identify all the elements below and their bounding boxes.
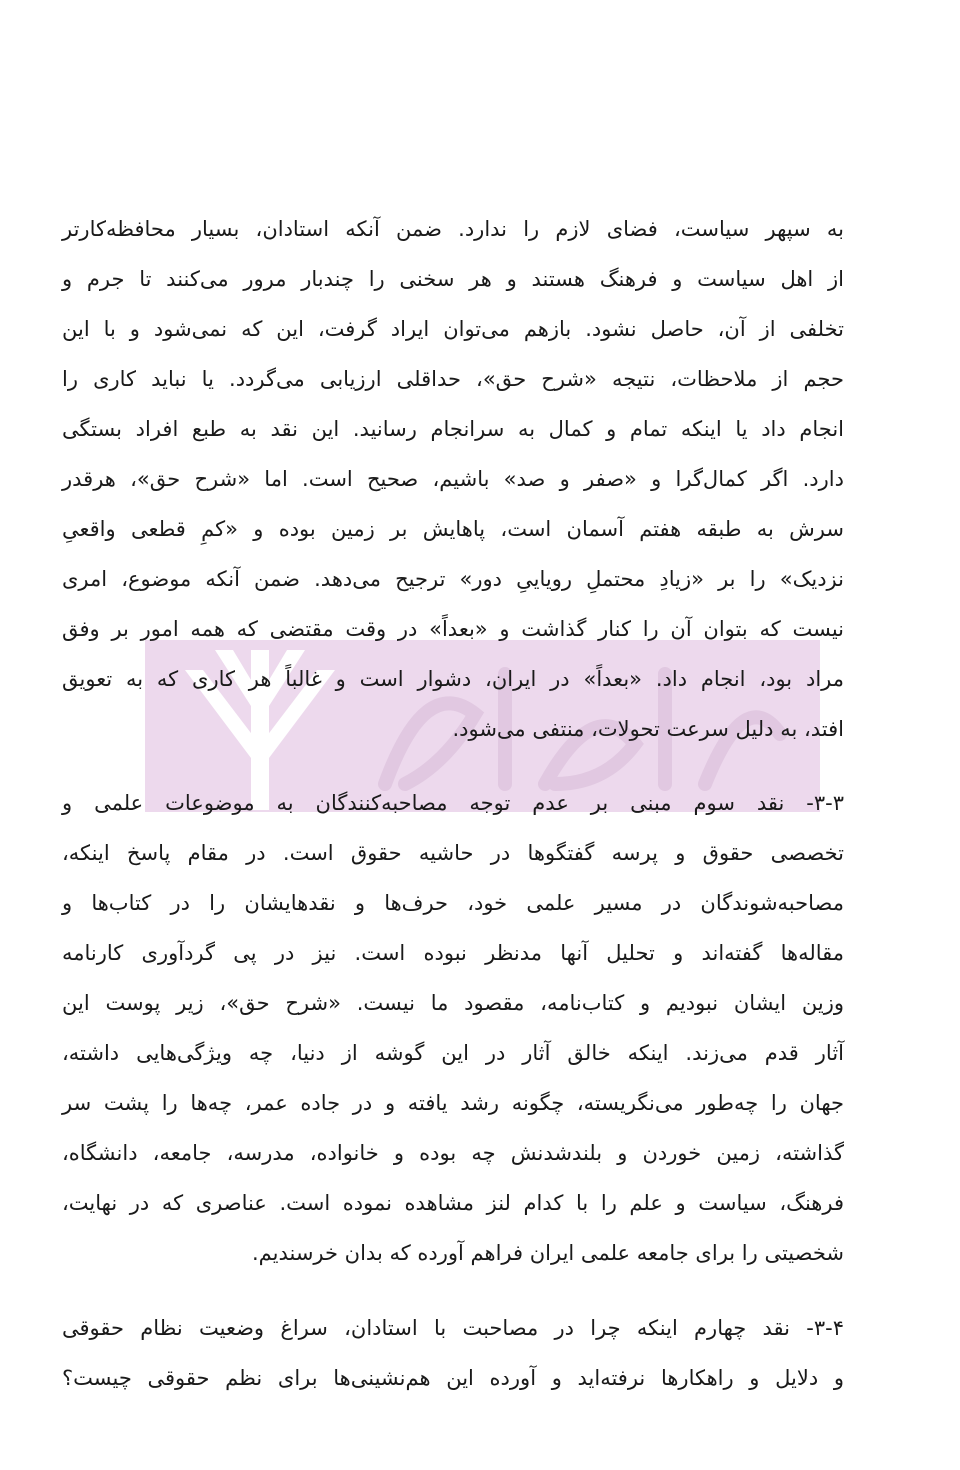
text-line: نزدیک» را بر «زیادِ محتملِ رویاییِ دور» ترجیح می‌دهد. ضمن آنکه موضوع، امری <box>62 567 844 591</box>
text-line: سرش به طبقه هفتم آسمان است، پاهایش بر زمین بوده و «کمِ قطعی واقعیِ <box>62 517 844 541</box>
paragraph-1 <box>62 204 844 754</box>
paragraph-2-critique-3 <box>62 778 844 1278</box>
text-line: فرهنگ، سیاست و علم را با کدام لنز مشاهده نموده است. عناصری که در نهایت، <box>62 1191 844 1215</box>
text-line: مقاله‌ها گفته‌اند و تحلیل آنها مدنظر نبوده است. نیز در پی گردآوری کارنامه <box>62 941 844 965</box>
text-line: تخلفی از آن، حاصل نشود. بازهم می‌توان ایراد گرفت، این که نمی‌شود و با این <box>62 317 844 341</box>
text-line: انجام داد یا اینکه تمام و کمال به سرانجام رسانید. این نقد به طبع افراد بستگی <box>62 417 844 441</box>
text-line: و دلایل و راهکارها نرفته‌اید و آورده این هم‌نشینی‌ها برای نظم حقوقی چیست؟ <box>62 1366 844 1390</box>
text-line: نیست که بتوان آن را کنار گذاشت و «بعداً» در وقت مقتضی که همه امور بر وفق <box>62 617 844 641</box>
text-line: جهان را چه‌طور می‌نگریسته، چگونه رشد یافته و در جاده عمر، چه‌ها را پشت سر <box>62 1091 844 1115</box>
text-line: ۳-۴- نقد چهارم اینکه چرا در مصاحبت با استادان، سراغ وضعیت نظام حقوقی <box>62 1316 844 1340</box>
text-line: تخصصی حقوق و پرسه گفتگوها در حاشیه حقوق است. در مقام پاسخ اینکه، <box>62 841 844 865</box>
text-line: شخصیتی را برای جامعه علمی ایران فراهم آورده که بدان خرسندیم. <box>251 1241 844 1265</box>
text-line: حجم از ملاحظات، نتیجه «شرح حق»، حداقلی ارزیابی می‌گردد. یا نباید کاری را <box>62 367 844 391</box>
text-line: افتد، به دلیل سرعت تحولات، منتفی می‌شود. <box>452 717 844 741</box>
text-line: مصاحبه‌شوندگان در مسیر علمی خود، حرف‌ها و نقدهایشان را در کتاب‌ها و <box>62 891 844 915</box>
text-line: ۳-۳- نقد سوم مبنی بر عدم توجه مصاحبه‌کنندگان به موضوعات علمی و <box>62 791 844 815</box>
text-line: گذاشته، زمین خوردن و بلندشدنش چه بوده و خانواده، مدرسه، جامعه، دانشگاه، <box>62 1141 844 1165</box>
text-line: مراد بود، انجام داد. «بعداً» در ایران، دشوار است و غالباً هر کاری که به تعویق <box>62 667 844 691</box>
text-line: وزین ایشان نبودیم و کتاب‌نامه، مقصود ما نیست. «شرح حق»، زیر پوست این <box>62 991 844 1015</box>
paragraph-3-critique-4 <box>62 1303 844 1403</box>
text-line: آثار قدم می‌زند. اینکه خالق آثار در این گوشه از دنیا، چه ویژگی‌هایی داشته، <box>62 1041 844 1065</box>
text-line: به سپهر سیاست، فضای لازم را ندارد. ضمن آنکه استادان، بسیار محافظه‌کارتر <box>62 217 844 241</box>
text-line: دارد. اگر کمال‌گرا و «صفر و صد» باشیم، صحیح است. اما «شرح حق»، هرقدر <box>62 467 844 491</box>
text-line: از اهل سیاست و فرهنگ هستند و هر سخنی را چندبار مرور می‌کنند تا جرم و <box>62 267 844 291</box>
